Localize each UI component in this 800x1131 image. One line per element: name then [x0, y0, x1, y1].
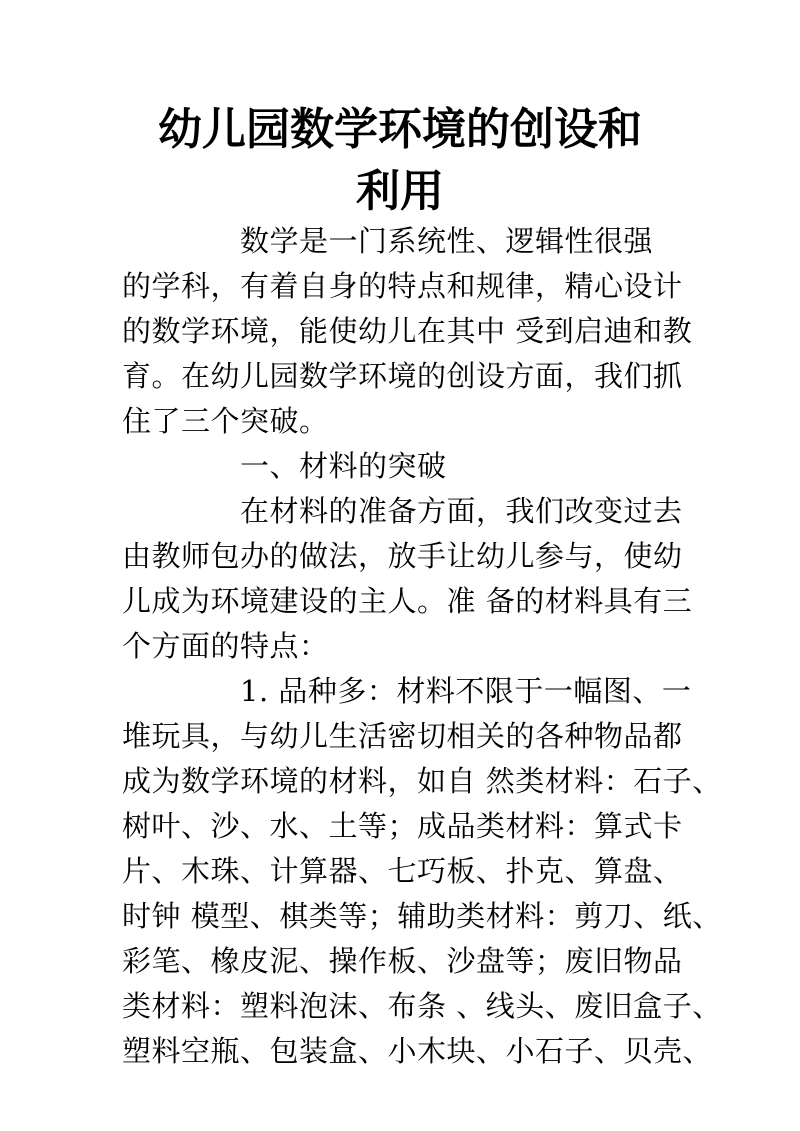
paragraph-line: 1. 品种多：材料不限于一幅图、一 [240, 674, 692, 708]
paragraph-line: 片、木珠、计算器、七巧板、扑克、算盘、 [122, 854, 683, 888]
paragraph-line: 彩笔、橡皮泥、操作板、沙盘等；废旧物品 [122, 944, 683, 978]
paragraph-line: 时钟 模型、棋类等；辅助类材料：剪刀、纸、 [122, 899, 722, 933]
paragraph-line: 在材料的准备方面，我们改变过去 [240, 494, 683, 528]
paragraph-line: 塑料空瓶、包装盒、小木块、小石子、贝壳、 [122, 1034, 713, 1068]
paragraph-line: 住了三个突破。 [122, 404, 329, 438]
paragraph-line: 的数学环境，能使幼儿在其中 受到启迪和教 [122, 314, 693, 348]
paragraph-line: 儿成为环境建设的主人。准 备的材料具有三 [122, 584, 693, 618]
paragraph-line: 育。在幼儿园数学环境的创设方面，我们抓 [122, 359, 683, 393]
paragraph-line: 数学是一门系统性、逻辑性很强 [240, 224, 654, 258]
paragraph-line: 堆玩具，与幼儿生活密切相关的各种物品都 [122, 719, 683, 753]
paragraph-line: 成为数学环境的材料，如自 然类材料：石子、 [122, 764, 722, 798]
paragraph-line: 类材料：塑料泡沫、布条 、线头、废旧盒子、 [122, 989, 722, 1023]
paragraph-line: 个方面的特点： [122, 629, 329, 663]
section-heading: 一、材料的突破 [240, 449, 447, 483]
paragraph-line: 的学科，有着自身的特点和规律，精心设计 [122, 269, 683, 303]
document-title-line-2: 利用 [356, 166, 444, 217]
document-title-line-1: 幼儿园数学环境的创设和 [158, 104, 642, 155]
paragraph-line: 由教师包办的做法，放手让幼儿参与，使幼 [122, 539, 683, 573]
paragraph-line: 树叶、沙、水、土等；成品类材料：算式卡 [122, 809, 683, 843]
